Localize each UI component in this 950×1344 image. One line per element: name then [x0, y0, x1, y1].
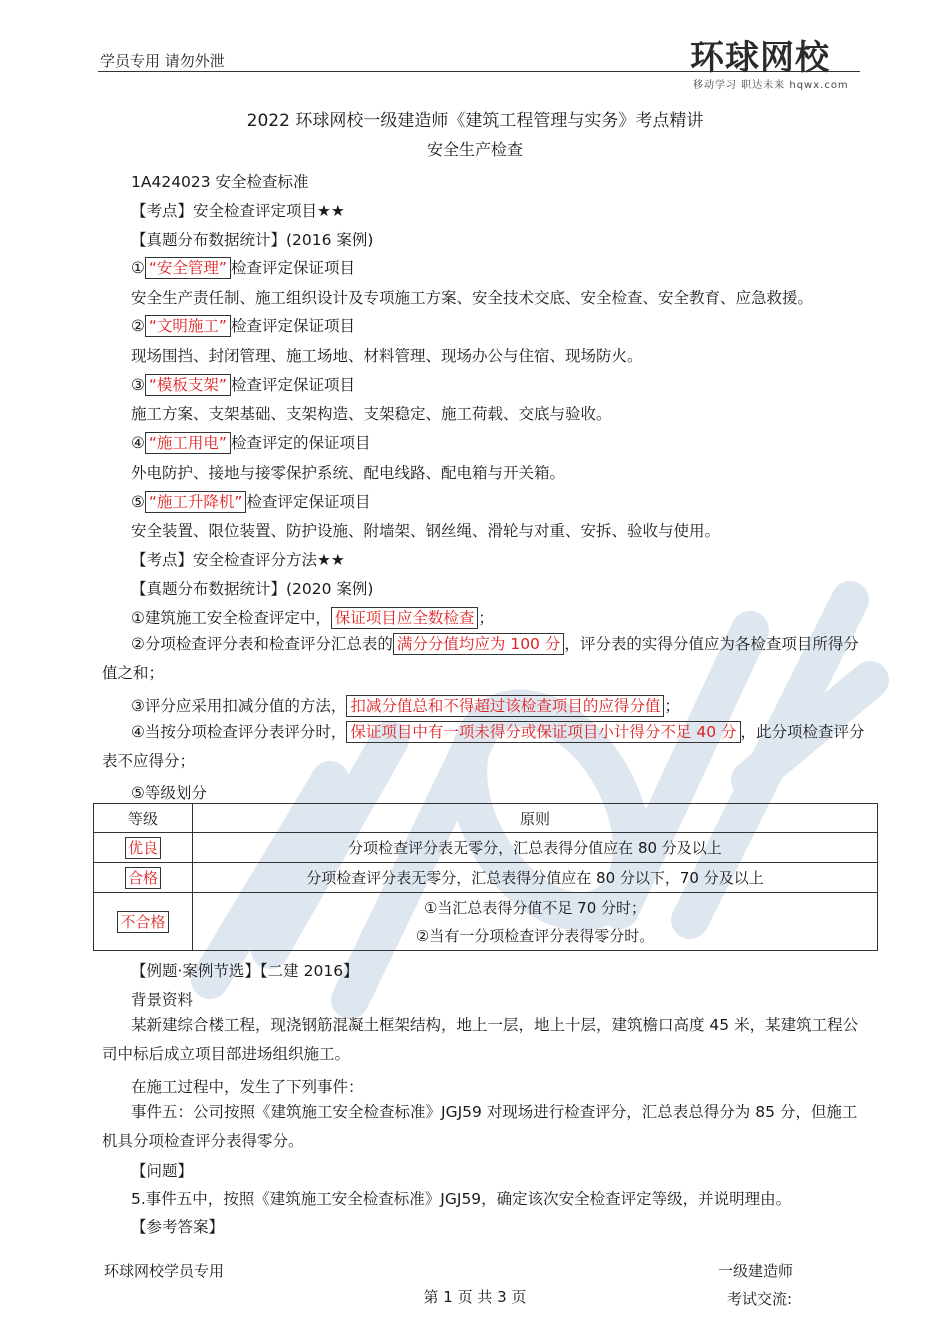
item-desc: 施工方案、支架基础、支架构造、支架稳定、施工荷载、交底与验收。 [131, 405, 612, 423]
highlight-box: 保证项目应全数检查 [331, 607, 479, 629]
rule-5: ⑤等级划分 [131, 784, 207, 802]
item-desc: 安全生产责任制、施工组织设计及专项施工方案、安全技术交底、安全检查、安全教育、应急救援。 [131, 289, 814, 307]
page-number: 第 1 页 共 3 页 [423, 1288, 527, 1306]
table-row [94, 893, 878, 951]
grade-label: 不合格 [117, 911, 168, 933]
grade-rule: 分项检查评分表无零分，汇总表得分值应在 80 分以下，70 分及以上 [193, 863, 878, 893]
key-point-heading: 【考点】安全检查评分方法★★ [131, 551, 345, 569]
table-header: 等级 [94, 804, 193, 833]
footer-exchange: 考试交流: [727, 1290, 793, 1308]
item-desc: 外电防护、接地与接零保护系统、配电线路、配电箱与开关箱。 [131, 464, 566, 482]
table-row [94, 863, 878, 893]
item-construction-power: ④ “施工用电” 检查评定的保证项目 [131, 434, 371, 452]
question-text: 5.事件五中，按照《建筑施工安全检查标准》JGJ59，确定该次安全检查评定等级，并说明理由。 [131, 1190, 792, 1208]
events-intro: 在施工过程中，发生了下列事件： [131, 1078, 364, 1096]
background-text: 某新建综合楼工程，现浇钢筋混凝土框架结构，地上一层，地上十层，建筑檐口高度 45 米，某建筑工程公司中标后成立项目部进场组织施工。 [102, 1016, 859, 1063]
highlight-box: “文明施工” [145, 315, 231, 337]
document-title: 2022 环球网校一级建造师《建筑工程管理与实务》考点精讲 [246, 111, 704, 131]
grade-rule: ①当汇总表得分值不足 70 分时； ②当有一分项检查评分表得零分时。 [193, 893, 878, 951]
grade-rule: 分项检查评分表无零分，汇总表得分值应在 80 分及以上 [193, 833, 878, 863]
question-heading: 【问题】 [131, 1162, 194, 1180]
highlight-box: 保证项目中有一项未得分或保证项目小计得分不足 40 分 [346, 721, 740, 743]
rule-3: ③评分应采用扣减分值的方法， 扣减分值总和不得超过该检查项目的应得分值 ； [131, 697, 680, 715]
answer-heading: 【参考答案】 [131, 1218, 225, 1236]
background-heading: 背景资料 [131, 991, 194, 1009]
item-civilized-construction: ② “文明施工” 检查评定保证项目 [131, 317, 355, 335]
highlight-box: “安全管理” [145, 257, 231, 279]
brand-logo: 环球网校 [690, 38, 830, 78]
item-desc: 安全装置、限位装置、防护设施、附墙架、钢丝绳、滑轮与对重、安拆、验收与使用。 [131, 522, 721, 540]
exam-stats: 【真题分布数据统计】(2016 案例) [131, 231, 374, 249]
item-desc: 现场围挡、封闭管理、施工场地、材料管理、现场办公与住宿、现场防火。 [131, 347, 643, 365]
header-notice: 学员专用 请勿外泄 [100, 52, 225, 70]
highlight-box: “模板支架” [145, 374, 231, 396]
event-five: 事件五：公司按照《建筑施工安全检查标准》JGJ59 对现场进行检查评分，汇总表总得分为 85 分，但施工机具分项检查评分表得零分。 [102, 1103, 858, 1150]
item-hoist: ⑤ “施工升降机” 检查评定保证项目 [131, 493, 371, 511]
rule-1: ①建筑施工安全检查评定中， 保证项目应全数检查 ； [131, 609, 494, 627]
grade-label: 优良 [125, 837, 161, 859]
highlight-box: “施工用电” [145, 432, 231, 454]
item-formwork-support: ③ “模板支架” 检查评定保证项目 [131, 376, 355, 394]
footer-exam-name: 一级建造师 [718, 1262, 794, 1280]
example-heading: 【例题·案例节选】【二建 2016】 [131, 962, 359, 980]
table-header: 原则 [193, 804, 878, 833]
item-safety-management: ① “安全管理” 检查评定保证项目 [131, 259, 355, 277]
footer-notice: 环球网校学员专用 [104, 1262, 225, 1280]
rule-2: ②分项检查评分表和检查评分汇总表的 满分分值均应为 100 分 ，评分表的实得分值应为各检查项目所得分值之和； [102, 635, 859, 682]
exam-stats: 【真题分布数据统计】(2020 案例) [131, 580, 374, 598]
grade-table [93, 803, 878, 951]
grade-label: 合格 [125, 867, 161, 889]
rule-4: ④当按分项检查评分表评分时， 保证项目中有一项未得分或保证项目小计得分不足 40 分 ，此分项检查评分表不应得分； [102, 723, 865, 770]
brand-slogan: 移动学习 职达未来 hqwx.com [693, 80, 849, 91]
section-code: 1A424023 安全检查标准 [131, 173, 309, 191]
key-point-heading: 【考点】安全检查评定项目★★ [131, 202, 345, 220]
table-row [94, 833, 878, 863]
highlight-box: 扣减分值总和不得超过该检查项目的应得分值 [346, 695, 664, 717]
highlight-box: 满分分值均应为 100 分 [393, 633, 564, 655]
highlight-box: “施工升降机” [145, 491, 247, 513]
section-title: 安全生产检查 [426, 140, 523, 159]
